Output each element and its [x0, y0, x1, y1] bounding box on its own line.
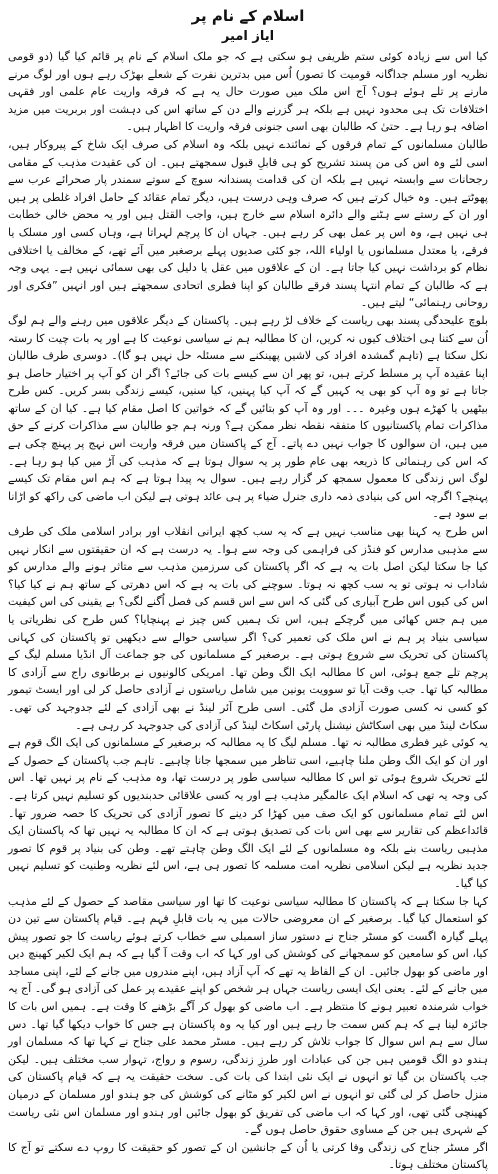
article-paragraph: کیا اس سے زیادہ کوئی ستم ظریفی ہو سکتی ہے کہ جو ملک اسلام کے نام پر قائم کیا گیا (دو قومی نظریہ اور مسلم جداگانہ قومیت کا تصور) اُس میں بدترین نفرت کے شعلے بھڑک رہے ہوں اور لوگ مرنے مارنے پر تلے ہوئے ہوں؟ آج اس ملک میں صورت حال یہ ہے کہ فرقہ واریت عام علمی اور فقہی اختلافات تک ہی محدود نہیں ہے بلکہ ہر گزرنے والے دن کے ساتھ اس کی دہشت اور بربریت میں مزید اضافہ ہو رہا ہے۔ حتیٰ کہ طالبان بھی اسی جنونی فرقہ واریت کا اظہار ہیں۔ — [8, 50, 488, 134]
article-paragraph: اگر مسٹر جناح کی زندگی وفا کرتی یا اُن کے جانشین ان کے تصور کو حقیقت کا روپ دے سکتے تو آج کا پاکستان مختلف ہوتا۔ — [8, 1140, 488, 1172]
article-title: اسلام کے نام پر — [191, 7, 305, 25]
author-byline: ایاز امیر — [221, 29, 275, 44]
article-paragraph: طالبان مسلمانوں کے تمام فرقوں کے نمائندے نہیں بلکہ وہ اسلام کی صرف ایک شاخ کے پیروکار ہیں، اسی لئے وہ اس کی من پسند تشریح کو ہی قابلِ قبول سمجھتے ہیں۔ ان کی عقیدت مذہب کے مقامی رجحانات سے وابستہ نہیں ہے بلکہ ان کی قدامت پسندانہ سوچ کے سوتے سمندر پار صحرائے عرب سے پھوٹتے ہیں۔ وہ خیال کرتے ہیں کہ صرف وہی درست ہیں، دیگر تمام عقائد کے حامل افراد غلطی پر ہیں اور ان کے رستے سے ہٹنے والے دائرہ اسلام سے خارج ہیں، واجب القتل ہیں اور یہ محض خالی خطابت ہی نہیں ہے، وہ اس پر عمل بھی کر رہے ہیں۔ جہاں ان کا پرچم لہراتا ہے، وہاں کسی اور مسلک یا فرقے، یا معتدل مسلمانوں یا اولیاء اللہ، جو کئی صدیوں پہلے برصغیر میں آئے تھے، کے مخالف یا اختلافی نظام کو برداشت نہیں کیا جاتا ہے۔ ان کے علاقوں میں عقل یا دلیل کی بھی سمائی نہیں ہے۔ یہی وجہ ہے کہ طالبان کے تمام انتہا پسند فرقے طالبان کو اپنا فطری اتحادی سمجھتے ہیں اور انہیں ”فکری اور روحانی رہنمائی“ لیتے ہیں۔ — [8, 137, 488, 310]
article-body — [8, 48, 488, 1174]
article-paragraph: اس طرح یہ کہنا بھی مناسب نہیں ہے کہ یہ سب کچھ ایرانی انقلاب اور برادر اسلامی ملک کی طرف سے مذہبی مدارس کو فنڈز کی فراہمی کی وجہ سے ہوا۔ یہ درست ہے کہ ان حقیقتوں سے انکار نہیں کیا جا سکتا لیکن اصل بات یہ ہے کہ اگر پاکستان کی سرزمین مذہب سے متاثر ہونے والے مدارس کو شاداب نہ ہوتی تو یہ سب کچھ نہ ہوتا۔ سوچنے کی بات یہ ہے کہ اس دھرتی کے ساتھ ہم نے کیا کیا؟ اس کی کیوں اس طرح آبیاری کی گئی کہ اس سے اس قسم کی فصل اُگنے لگی؟ بے یقینی کی اس کیفیت میں ہم جس کھائی میں گرچکے ہیں، اس تک ہمیں کس چیز نے پہنچایا؟ کس طرح کی نظریاتی یا سیاسی بنیاد پر ہم نے اس ملک کی تعمیر کی؟ اگر سیاسی حوالے سے دیکھیں تو پاکستان کی کہانی پاکستان کی تحریک سے شروع ہوتی ہے۔ برصغیر کے مسلمانوں کی جو جماعت آل انڈیا مسلم لیگ کے پرچم تلے جمع ہوئی، اس کا مطالبہ ایک الگ وطن تھا۔ امریکی کالونیوں نے برطانوی راج سے آزادی کا مطالبہ کیا تھا۔ جب وقت آیا تو سوویت یونین میں شامل ریاستوں نے آزادی حاصل کر لی اور ایسٹ تیمور کو کسی نہ کسی صورت آزادی مل گئی۔ اسی طرح آئر لینڈ نے بھی آزادی کے لئے جدوجہد کی تھی۔ سکاٹ لینڈ میں بھی اسکاٹش نیشنل پارٹی اسکاٹ لینڈ کی آزادی کی جدوجہد کر رہی ہے۔ — [8, 525, 488, 732]
article-paragraph: کہا جا سکتا ہے کہ پاکستان کا مطالبہ سیاسی نوعیت کا تھا اور سیاسی مقاصد کے حصول کے لئے مذہب کو استعمال کیا گیا۔ برصغیر کے ان معروضی حالات میں یہ بات قابلِ فہم ہے۔ قیام پاکستان سے تین دن پہلے گیارہ اگست کو مسٹر جناح نے دستور ساز اسمبلی سے خطاب کرتے ہوئے ریاست کا جو تصور پیش کیا، اس کو سامعین کو سمجھانے کی کوشش کی اور کہا کہ اب وقت آ گیا ہے کہ ہم ایک لکیر کھینچ دیں اور ماضی کو بھول جائیں۔ ان کے الفاظ یہ تھے کہ آپ آزاد ہیں، اپنے مندروں میں جانے کے لئے، اپنی مساجد میں جانے کے لئے۔ یعنی ایک ایسی ریاست جہاں ہر شخص کو اپنے عقیدے پر عمل کی آزادی ہو گی۔ آج یہ خواب شرمندہ تعبیر ہونے کا منتظر ہے۔ اب ماضی کو بھول کر آگے بڑھنے کا وقت ہے۔ ہمیں اس بات کا جائزہ لینا ہے کہ ہم کس سمت جا رہے ہیں اور کیا یہ وہ پاکستان ہے جس کا خواب دیکھا گیا تھا۔ دس سال سے ہم اس سوال کا جواب تلاش کر رہے ہیں۔ مسٹر محمد علی جناح نے کہا تھا کہ مسلمان اور ہندو دو الگ قومیں ہیں جن کی عبادات اور طرزِ زندگی، رسوم و رواج، تہوار سب مختلف ہیں۔ لیکن جب پاکستان بن گیا تو انہوں نے ایک نئی ابتدا کی بات کی۔ سخت حقیقت یہ ہے کہ قیام پاکستان کی منزل حاصل کر لی گئی تو انہوں نے اس لکیر کو مٹانے کی کوشش کی جو ہندو اور مسلمان کے درمیان کھینچی گئی تھی، اور کہا کہ اب ماضی کی تفریق کو بھول جائیں اور ہندو اور مسلمان اس نئی ریاست کے شہری ہیں جن کے مساوی حقوق حاصل ہوں گے۔ — [8, 894, 488, 1137]
article-paragraph: یہ کوئی غیر فطری مطالبہ نہ تھا۔ مسلم لیگ کا یہ مطالبہ کہ برصغیر کے مسلمانوں کی ایک الگ قوم ہے اور ان کو ایک الگ وطن ملنا چاہیے، اسی تناظر میں سمجھا جانا چاہیے۔ تاہم جب پاکستان کے حصول کے لئے تحریک شروع ہوئی تو اس کا مطالبہ سیاسی طور پر درست تھا، وہ مذہب کے نام پر نہیں تھا۔ اس کی وجہ یہ تھی کہ اسلام ایک عالمگیر مذہب ہے اور یہ کسی علاقائی حدبندیوں کو تسلیم نہیں کرتا ہے۔ اس لئے تمام مسلمانوں کو ایک صف میں کھڑا کر دینے کا تصور آزادی کی تحریک کا حصہ ضرور تھا۔ قائداعظم کی تقاریر سے بھی اس بات کی تصدیق ہوتی ہے کہ ان کا مطالبہ یہ نہیں تھا کہ پاکستان ایک مذہبی ریاست بنے بلکہ وہ مسلمانوں کے لئے ایک الگ وطن چاہتے تھے۔ وطن کی بنیاد پر قوم کا تصور جدید نظریہ ہے لیکن اسلامی نظریہ امت مسلمہ کا تصور ہی ہے، اس لئے نظریہ وطنیت کو تسلیم نہیں کیا گیا۔ — [8, 736, 488, 890]
article-paragraph: بلوچ علیحدگی پسند بھی ریاست کے خلاف لڑ رہے ہیں۔ پاکستان کے دیگر علاقوں میں رہنے والے ہم لوگ اُن سے کتنا ہی اختلاف کیوں نہ کریں، ان کا مطالبہ ہم نے سیاسی نوعیت کا ہے اور یہ بات چیت کا رستہ نکل سکتا ہے (تاہم گمشدہ افراد کی لاشیں پھینکنے سے مسئلہ حل نہیں ہو گا)۔ دوسری طرف طالبان اپنا عقیدہ آپ پر مسلط کرتے ہیں، تو پھر ان سے کیسے بات کی جائے؟ اگر ان کو آپ پر اختیار حاصل ہو جاتا ہے تو وہ آپ کو بھی یہ کہیں گے کہ آپ کیا پہنیں، کیا سنیں، کیسے زندگی بسر کریں۔ کس طرح بیٹھیں یا کھڑے ہوں وغیرہ ۔۔۔ اور وہ آپ کو بتائیں گے کہ خواتین کا اصل مقام کیا ہے۔ کیا ان کے ساتھ مذاکرات تمام پاکستانیوں کا متفقہ نقطہ نظر ممکن ہے؟ ورنہ ہم جو طالبان سے مذاکرات کرنے کے حق میں ہیں، ان سوالوں کا جواب نہیں دے پاتے۔ آج کے پاکستان میں فرقہ واریت اس نہج پر پہنچ چکی ہے کہ اس کی رہنمائی کا ذریعہ بھی عام طور پر یہ سوال ہوتا ہے کہ مذہب کی آڑ میں کیا ہو رہا ہے۔ لوگ اس زندگی کا معمول سمجھ کر گزار رہے ہیں۔ سوال یہ پیدا ہوتا ہے کہ ہم اس مقام تک کیسے پہنچے؟ اگرچہ اس کی بنیادی ذمہ داری جنرل ضیاء پر ہی عائد ہوتی ہے لیکن اب ماضی کی راکھ کو اڑانا بے سود ہے۔ — [8, 313, 488, 521]
